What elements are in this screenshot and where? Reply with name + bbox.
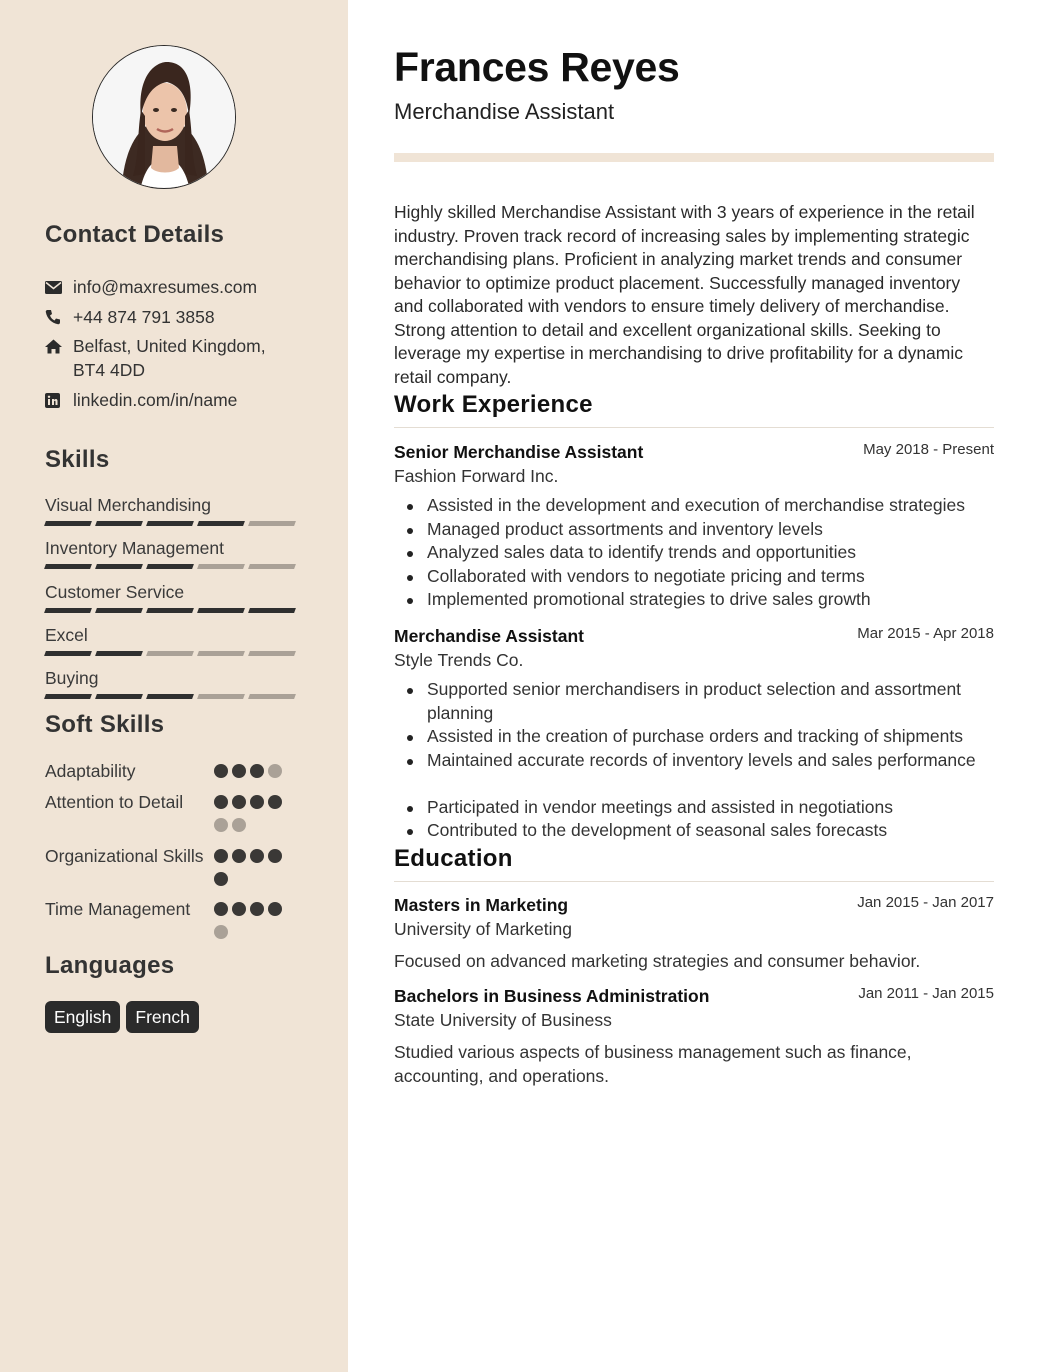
avatar bbox=[92, 45, 236, 189]
education-dates: Jan 2011 - Jan 2015 bbox=[858, 985, 994, 1002]
soft-skill-rating bbox=[214, 764, 292, 787]
job-entry bbox=[394, 624, 994, 843]
skill-level-bar bbox=[45, 694, 303, 699]
rating-dot bbox=[214, 818, 228, 832]
education-description: Studied various aspects of business management such as finance, accounting, and operations. bbox=[394, 1042, 912, 1086]
education-dates: Jan 2015 - Jan 2017 bbox=[857, 894, 994, 911]
school-name: University of Marketing bbox=[394, 919, 572, 939]
skill-level-segment bbox=[197, 521, 245, 526]
envelope-icon bbox=[45, 275, 73, 299]
degree-title: Bachelors in Business Administration bbox=[394, 986, 710, 1006]
education-entry bbox=[394, 984, 994, 1088]
phone-icon bbox=[45, 305, 73, 329]
list-item: Assisted in the development and execution of merchandise strategies bbox=[394, 494, 994, 518]
linkedin-icon bbox=[45, 388, 73, 412]
rating-dot bbox=[214, 764, 228, 778]
languages-list bbox=[45, 1001, 205, 1033]
skill-level-segment bbox=[95, 608, 143, 613]
contact-address bbox=[45, 334, 293, 382]
skill-level-bar bbox=[45, 608, 303, 613]
list-item: Maintained accurate records of inventory levels and sales performance bbox=[394, 749, 994, 773]
education-description: Focused on advanced marketing strategies and consumer behavior. bbox=[394, 951, 921, 971]
job-title: Merchandise Assistant bbox=[394, 626, 584, 646]
degree-title: Masters in Marketing bbox=[394, 895, 569, 915]
languages-heading: Languages bbox=[45, 952, 175, 979]
skill-level-segment bbox=[95, 564, 143, 569]
candidate-title: Merchandise Assistant bbox=[394, 99, 615, 124]
skill-level-segment bbox=[44, 651, 92, 656]
soft-skill-rating bbox=[214, 795, 292, 841]
contact-email[interactable] bbox=[45, 275, 293, 299]
list-item: Contributed to the development of seasonal sales forecasts bbox=[394, 819, 994, 843]
skill-level-segment bbox=[248, 564, 296, 569]
skill-level-segment bbox=[44, 564, 92, 569]
skill-level-segment bbox=[197, 564, 245, 569]
skill-level-segment bbox=[146, 694, 194, 699]
soft-skill-rating bbox=[214, 849, 292, 895]
rating-dot bbox=[232, 902, 246, 916]
skill-name: Inventory Management bbox=[45, 538, 224, 558]
skill-item bbox=[45, 668, 303, 699]
soft-skill-name: Adaptability bbox=[45, 761, 136, 781]
job-entry bbox=[394, 440, 994, 612]
education-entry bbox=[394, 893, 994, 973]
rating-dot bbox=[214, 795, 228, 809]
job-dates: Mar 2015 - Apr 2018 bbox=[857, 625, 994, 642]
skill-level-segment bbox=[146, 651, 194, 656]
rating-dot bbox=[232, 818, 246, 832]
rating-dot bbox=[268, 764, 282, 778]
soft-skill-name: Time Management bbox=[45, 899, 191, 919]
contact-phone[interactable] bbox=[45, 305, 293, 329]
language-badge: French bbox=[126, 1001, 198, 1033]
job-company: Fashion Forward Inc. bbox=[394, 466, 559, 486]
skill-name: Excel bbox=[45, 625, 88, 645]
list-item: Participated in vendor meetings and assisted in negotiations bbox=[394, 796, 994, 820]
skill-item bbox=[45, 625, 303, 656]
rating-dot bbox=[214, 872, 228, 886]
soft-skill-rating bbox=[214, 902, 292, 948]
soft-skill-name: Organizational Skills bbox=[45, 846, 204, 866]
job-title: Senior Merchandise Assistant bbox=[394, 442, 644, 462]
skill-level-segment bbox=[44, 694, 92, 699]
skill-name: Visual Merchandising bbox=[45, 495, 212, 515]
rating-dot bbox=[232, 764, 246, 778]
home-icon bbox=[45, 334, 73, 358]
rating-dot bbox=[232, 795, 246, 809]
language-badge: English bbox=[45, 1001, 120, 1033]
soft-skill-name: Attention to Detail bbox=[45, 792, 184, 812]
list-item: Implemented promotional strategies to drive sales growth bbox=[394, 588, 994, 612]
main-content bbox=[394, 0, 994, 1372]
experience-heading: Work Experience bbox=[394, 391, 994, 428]
skill-level-segment bbox=[197, 608, 245, 613]
contact-linkedin[interactable] bbox=[45, 388, 293, 412]
list-item: Analyzed sales data to identify trends and opportunities bbox=[394, 541, 994, 565]
list-item: Managed product assortments and inventory levels bbox=[394, 518, 994, 542]
linkedin-text: linkedin.com/in/name bbox=[73, 390, 238, 410]
rating-dot bbox=[250, 764, 264, 778]
skill-level-bar bbox=[45, 521, 303, 526]
email-text: info@maxresumes.com bbox=[73, 277, 258, 297]
rating-dot bbox=[214, 849, 228, 863]
soft-skills-heading: Soft Skills bbox=[45, 711, 165, 738]
skill-level-segment bbox=[44, 521, 92, 526]
skill-level-segment bbox=[248, 521, 296, 526]
school-name: State University of Business bbox=[394, 1010, 612, 1030]
job-company: Style Trends Co. bbox=[394, 650, 524, 670]
skill-level-bar bbox=[45, 651, 303, 656]
skills-heading: Skills bbox=[45, 446, 110, 473]
rating-dot bbox=[214, 925, 228, 939]
job-bullets bbox=[394, 494, 994, 612]
skill-level-segment bbox=[146, 608, 194, 613]
skill-name: Buying bbox=[45, 668, 99, 688]
skill-item bbox=[45, 495, 303, 526]
skill-level-segment bbox=[146, 521, 194, 526]
list-item: Supported senior merchandisers in product selection and assortment planning bbox=[394, 678, 994, 725]
candidate-name: Frances Reyes bbox=[394, 44, 680, 90]
rating-dot bbox=[268, 902, 282, 916]
sidebar bbox=[0, 0, 348, 1372]
rating-dot bbox=[250, 902, 264, 916]
skill-item bbox=[45, 582, 303, 613]
job-dates: May 2018 - Present bbox=[863, 441, 994, 458]
skill-level-segment bbox=[95, 521, 143, 526]
skill-name: Customer Service bbox=[45, 582, 185, 602]
skill-level-segment bbox=[95, 651, 143, 656]
rating-dot bbox=[232, 849, 246, 863]
education-heading: Education bbox=[394, 845, 994, 882]
skill-level-segment bbox=[197, 694, 245, 699]
header-divider bbox=[394, 153, 994, 162]
rating-dot bbox=[268, 795, 282, 809]
skill-level-segment bbox=[44, 608, 92, 613]
job-bullets bbox=[394, 678, 994, 843]
list-item: Collaborated with vendors to negotiate pricing and terms bbox=[394, 565, 994, 589]
skill-item bbox=[45, 538, 303, 569]
skill-level-segment bbox=[248, 651, 296, 656]
rating-dot bbox=[250, 795, 264, 809]
list-item: Assisted in the creation of purchase orders and tracking of shipments bbox=[394, 725, 994, 749]
rating-dot bbox=[268, 849, 282, 863]
skill-level-segment bbox=[248, 694, 296, 699]
summary-text: Highly skilled Merchandise Assistant with 3 years of experience in the retail industry. Proven track record of increasing sales by implementing strategic merchandising plans. Proficient in analyzing market trends and consumer behavior to optimize product placement. Successfully managed inventory and collaborated with vendors to ensure timely delivery of merchandise. Strong attention to detail and excellent organizational skills. Seeking to leverage my expertise in merchandising to drive profitability for a dynamic retail company. bbox=[394, 202, 975, 387]
address-text: Belfast, United Kingdom, BT4 4DD bbox=[73, 336, 266, 380]
skill-level-segment bbox=[197, 651, 245, 656]
skill-level-segment bbox=[95, 694, 143, 699]
skill-level-segment bbox=[146, 564, 194, 569]
skill-level-bar bbox=[45, 564, 303, 569]
phone-text: +44 874 791 3858 bbox=[73, 307, 215, 327]
rating-dot bbox=[214, 902, 228, 916]
contact-heading: Contact Details bbox=[45, 221, 225, 248]
rating-dot bbox=[250, 849, 264, 863]
skill-level-segment bbox=[248, 608, 296, 613]
